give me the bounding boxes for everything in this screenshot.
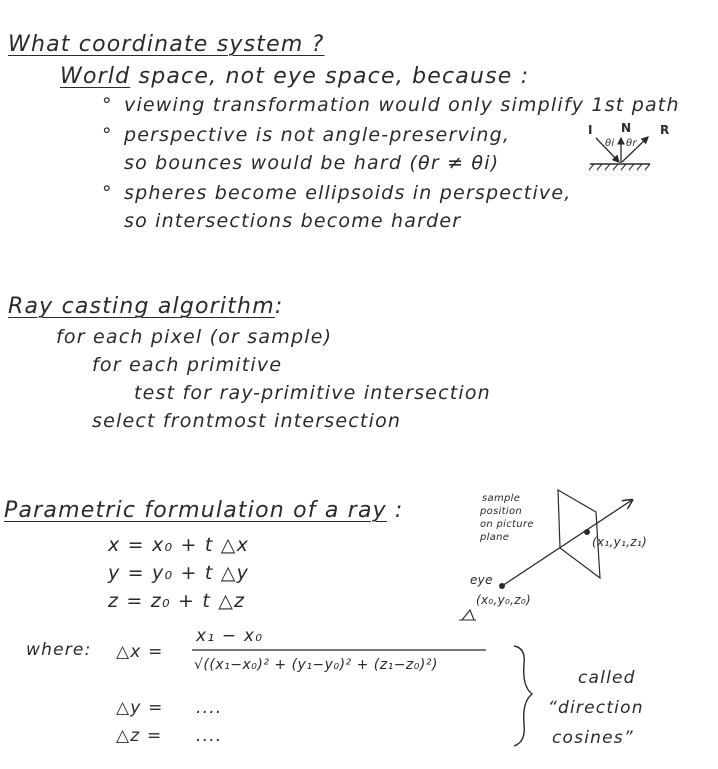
- equation-y: y = y₀ + t △y: [108, 562, 250, 584]
- sample-label-1: sample: [482, 493, 521, 504]
- section2-colon: :: [274, 294, 284, 319]
- delta-y-lhs: △y =: [116, 698, 164, 718]
- label-theta-i: θi: [605, 138, 615, 149]
- label-I: I: [588, 123, 593, 137]
- picture-plane: [558, 490, 600, 578]
- bullet-1-text: viewing transformation would only simplify 1st path: [124, 94, 680, 116]
- bullet-3-line1: spheres become ellipsoids in perspective,: [124, 182, 572, 204]
- algo-line-3: test for ray-primitive intersection: [134, 382, 491, 404]
- section1-heading: What coordinate system ?: [8, 32, 325, 57]
- label-theta-r: θr: [626, 138, 637, 149]
- delta-y-dots: ....: [196, 698, 223, 718]
- delta-x-denominator: √((x₁−x₀)² + (y₁−y₀)² + (z₁−z₀)²): [194, 657, 438, 673]
- called-line-1: called: [578, 668, 636, 688]
- bullet-2-line2: so bounces would be hard (θr ≠ θi): [124, 152, 500, 174]
- eye-icon: [459, 610, 476, 620]
- sample-point: [584, 529, 590, 535]
- equation-x: x = x₀ + t △x: [108, 534, 250, 556]
- called-line-2: “direction: [548, 698, 644, 718]
- bullet-3-line2: so intersections become harder: [124, 210, 462, 232]
- label-N: N: [621, 121, 632, 135]
- bullet-3-symbol: °: [102, 182, 113, 204]
- eye-point: [499, 583, 505, 589]
- section3-colon: :: [394, 498, 404, 523]
- algo-line-4: select frontmost intersection: [92, 410, 402, 432]
- label-R: R: [660, 123, 670, 137]
- called-line-3: cosines”: [552, 728, 634, 748]
- bullet-1-symbol: °: [102, 94, 113, 116]
- where-label: where:: [26, 640, 92, 660]
- bullet-2-symbol: °: [102, 124, 113, 146]
- bullet-2-line1: perspective is not angle-preserving,: [124, 124, 511, 146]
- eye-label: eye: [470, 573, 493, 587]
- algo-line-2: for each primitive: [92, 354, 283, 376]
- delta-z-dots: ....: [196, 726, 223, 746]
- sample-label-3: on picture: [480, 519, 534, 530]
- algo-line-1: for each pixel (or sample): [56, 326, 333, 348]
- subheading-rest: space, not eye space, because :: [130, 64, 530, 89]
- world-word: World: [60, 64, 131, 89]
- delta-z-lhs: △z =: [116, 726, 163, 746]
- sample-label-4: plane: [480, 532, 510, 543]
- point1-label: (x₁,y₁,z₁): [592, 535, 647, 549]
- delta-x-numerator: x₁ − x₀: [196, 626, 264, 646]
- equation-z: z = z₀ + t △z: [108, 590, 246, 612]
- section3-heading: Parametric formulation of a ray: [4, 498, 387, 523]
- delta-x-lhs: △x =: [116, 642, 164, 662]
- eye-coords-label: (x₀,y₀,z₀): [476, 593, 531, 607]
- sample-label-2: position: [480, 506, 523, 517]
- section2-heading: Ray casting algorithm: [8, 294, 275, 319]
